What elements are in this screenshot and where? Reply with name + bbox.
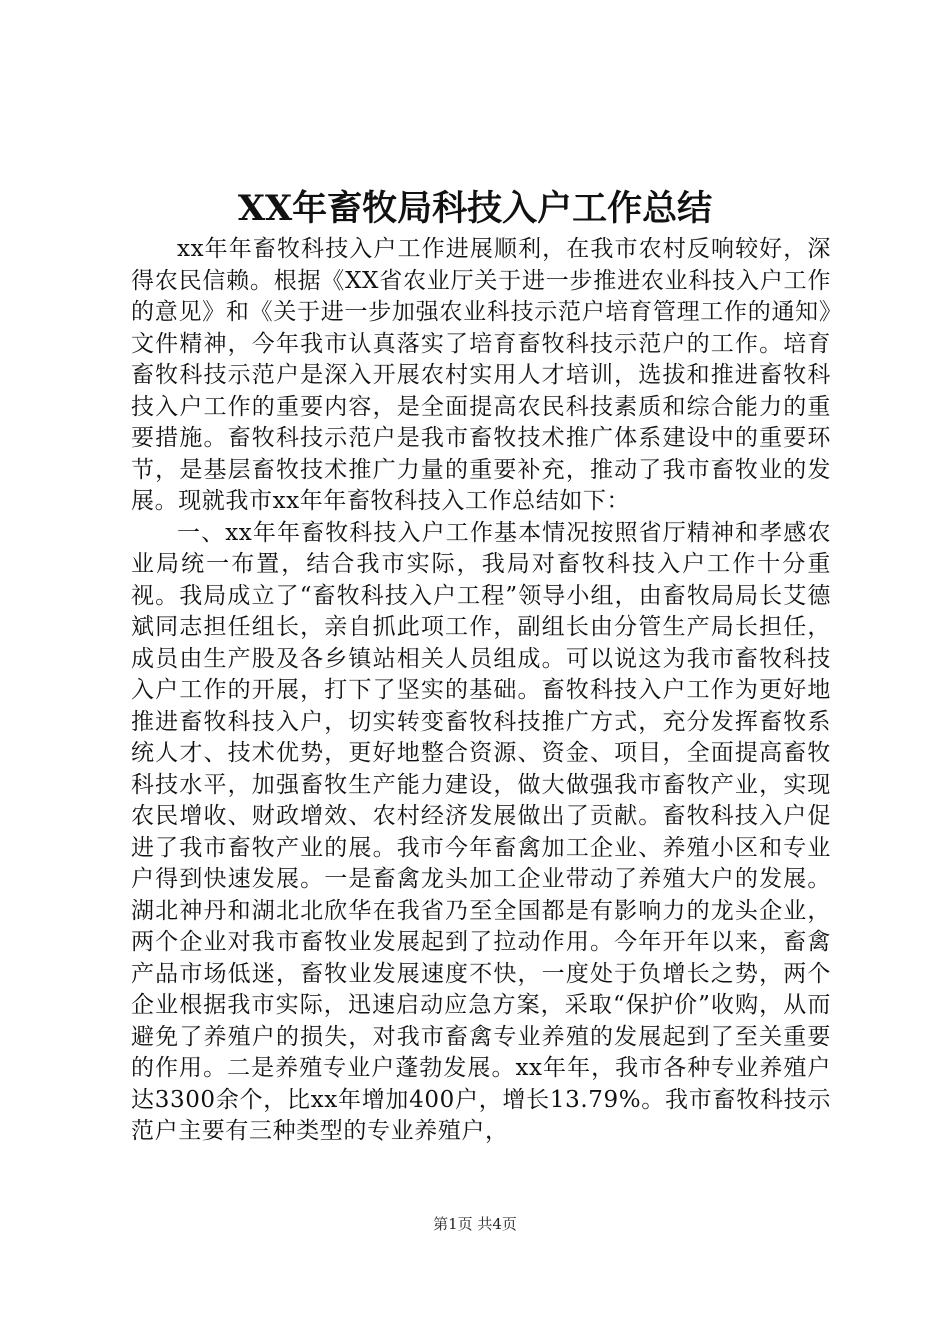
document-body — [131, 234, 831, 1148]
paragraph-intro: xx年年畜牧科技入户工作进展顺利，在我市农村反响较好，深得农民信赖。根据《XX省农业厅关于进一步推进农业科技入户工作的意见》和《关于进一步加强农业科技示范户培育管理工作的通知》文件精神，今年我市认真落实了培育畜牧科技示范户的工作。培育畜牧科技示范户是深入开展农村实用人才培训，选拔和推进畜牧科技入户工作的重要内容，是全面提高农民科技素质和综合能力的重要措施。畜牧科技示范户是我市畜牧技术推广体系建设中的重要环节，是基层畜牧技术推广力量的重要补充，推动了我市畜牧业的发展。现就我市xx年年畜牧科技入工作总结如下： — [131, 236, 831, 514]
page-footer: 第1页 共4页 — [433, 1215, 517, 1233]
document-title: XX年畜牧局科技入户工作总结 — [237, 188, 713, 229]
paragraph-section-1: 一、xx年年畜牧科技入户工作基本情况按照省厅精神和孝感农业局统一布置，结合我市实际，我局对畜牧科技入户工作十分重视。我局成立了“畜牧科技入户工程”领导小组，由畜牧局局长艾德斌同志担任组长，亲自抓此项工作，副组长由分管生产局长担任，成员由生产股及各乡镇站相关人员组成。可以说这为我市畜牧科技入户工作的开展，打下了坚实的基础。畜牧科技入户工作为更好地推进畜牧科技入户，切实转变畜牧科技推广方式，充分发挥畜牧系统人才、技术优势，更好地整合资源、资金、项目，全面提高畜牧科技水平，加强畜牧生产能力建设，做大做强我市畜牧产业，实现农民增收、财政增效、农村经济发展做出了贡献。畜牧科技入户促进了我市畜牧产业的展。我市今年畜禽加工企业、养殖小区和专业户得到快速发展。一是畜禽龙头加工企业带动了养殖大户的发展。湖北神丹和湖北北欣华在我省乃至全国都是有影响力的龙头企业，两个企业对我市畜牧业发展起到了拉动作用。今年开年以来，畜禽产品市场低迷，畜牧业发展速度不快，一度处于负增长之势，两个企业根据我市实际，迅速启动应急方案，采取“保护价”收购，从而避免了养殖户的损失，对我市畜禽专业养殖的发展起到了至关重要的作用。二是养殖专业户蓬勃发展。xx年年，我市各种专业养殖户达3300余个，比xx年增加400户，增长13.79%。我市畜牧科技示范户主要有三种类型的专业养殖户， — [131, 519, 831, 1144]
